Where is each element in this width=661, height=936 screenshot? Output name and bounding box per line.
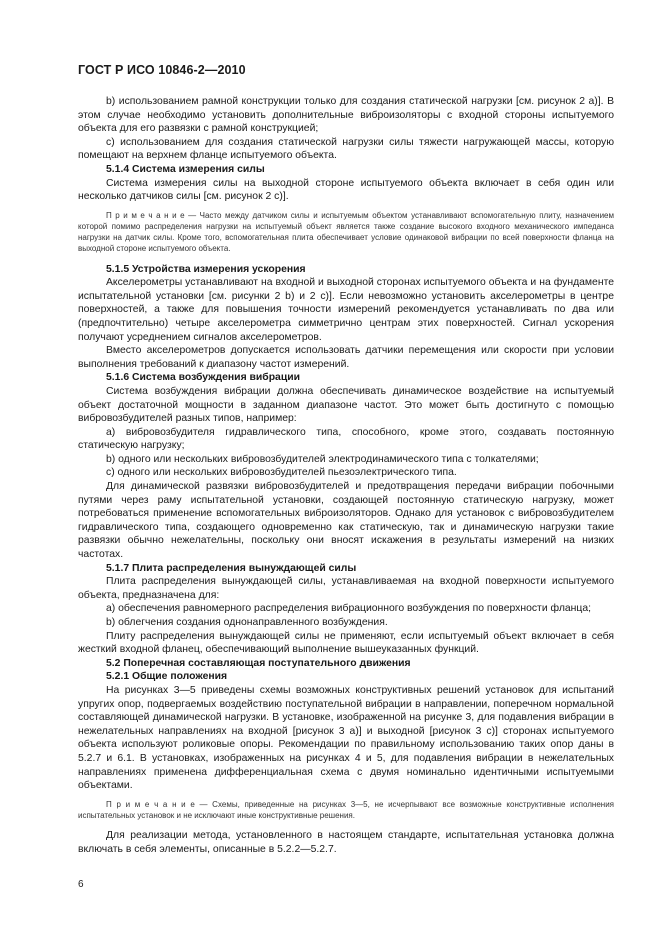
paragraph: а) вибровозбудителя гидравлического типа, способного, кроме этого, создавать постоянную статическую нагрузку; [78, 426, 614, 452]
page-number: 6 [78, 879, 84, 890]
paragraph: b) использованием рамной конструкции только для создания статической нагрузки [см. рисунок 2 а)]. В этом случае необходимо установить дополнительные виброизоляторы с входной стороны испытуемого объекта для его развязки с рамной конструкцией; [78, 96, 614, 135]
paragraph: b) одного или нескольких вибровозбудителей электродинамического типа с толкателями; [106, 453, 539, 465]
paragraph: Система возбуждения вибрации должна обеспечивать динамическое воздействие на испытуемый объект достаточной мощности в заданном диапазоне частот. Это может быть достигнуто с помощью вибровозбудителей разных типов, например: [78, 385, 614, 425]
section-heading: 5.1.5 Устройства измерения ускорения [106, 263, 306, 275]
section-heading: 5.1.7 Плита распределения вынуждающей силы [106, 562, 357, 574]
document-header: ГОСТ Р ИСО 10846-2—2010 [78, 63, 246, 77]
paragraph: На рисунках 3—5 приведены схемы возможных конструктивных решений установок для испытаний упругих опор, подвергаемых воздействию поступательной вибрации в направлении, поперечном нормальной составляющей динамической нагрузки. В установке, изображенной на рисунке 3, для подавления вибрации в нежелательных направлениях на входной [рисунок 3 а)] и выходной [рисунок 3 с)] сторонах испытуемого объекта используют роликовые опоры. Рекомендации по правильному использованию таких опор даны в 5.2.7 и 6.1. В установках, изображенных на рисунках 4 и 5, для подавления вибрации в нежелательных направлениях применена дифференциальная схема с двумя номинально идентичными испытуемыми объектами. [78, 684, 614, 792]
spacer [78, 255, 614, 263]
paragraph: Система измерения силы на выходной стороне испытуемого объекта включает в себя один или несколько датчиков силы [см. рисунок 2 с)]. [78, 177, 614, 203]
paragraph: b) облегчения создания однонаправленного возбуждения. [106, 617, 388, 628]
paragraph: Для динамической развязки вибровозбудителей и предотвращения передачи вибрации побочными путями через раму испытательной установки, создающей постоянную статическую нагрузку, может потребоваться применение вспомогательных виброизоляторов. Однако для установок с вибровозбудителем гидравлического типа, создающего одновременно как статическую, так и динамическую нагрузки такие развязки обычно нежелательны, поскольку они вносят искажения в результаты измерений на низких частотах. [78, 481, 614, 561]
section-heading: 5.1.4 Система измерения силы [106, 163, 265, 175]
paragraph: Акселерометры устанавливают на входной и выходной сторонах испытуемого объекта и на фундаменте испытательной установки [см. рисунки 2 b) и 2 с)]. Если невозможно установить акселерометры в центре поверхностей, а также для повышения точности измерений рекомендуется устанавливать по два или (предпочтительно) четыре акселерометра симметрично центрам этих поверхностей. Сигнал ускорения получают усреднением сигналов акселерометров. [78, 277, 614, 343]
document-body [78, 95, 614, 856]
paragraph: Для реализации метода, установленного в настоящем стандарте, испытательная установка должна включать в себя элементы, описанные в 5.2.2—5.2.7. [78, 830, 614, 855]
paragraph: Вместо акселерометров допускается использовать датчики перемещения или скорости при условии выполнения требований к диапазону частот измерений. [78, 345, 614, 370]
paragraph: Плиту распределения вынуждающей силы не применяют, если испытуемый объект включает в себя жесткий входной фланец, обеспечивающий выполнение вышеуказанных функций. [78, 630, 614, 656]
paragraph: c) использованием для создания статической нагрузки силы тяжести нагружающей массы, которую помещают на верхнем фланце испытуемого объекта. [78, 136, 614, 162]
section-heading: 5.2.1 Общие положения [106, 671, 228, 683]
note-paragraph: П р и м е ч а н и е — Схемы, приведенные на рисунках 3—5, не исчерпывают все возможные конструктивные исполнения испытательных установок и не исключают иные конструктивные решения. [78, 799, 614, 820]
section-heading: 5.1.6 Система возбуждения вибрации [106, 372, 301, 384]
section-heading: 5.2 Поперечная составляющая поступательного движения [106, 657, 411, 669]
note-paragraph: П р и м е ч а н и е — Часто между датчиком силы и испытуемым объектом устанавливают вспомогательную плиту, назначением которой помимо распределения нагрузки на испытуемый объект является также создание высокого входного механического импеданса нагрузки на датчик силы. Кроме того, вспомогательная плита обеспечивает условие одинаковой вибрации по всей поверхности фланца на выходной стороне испытуемого объекта. [78, 210, 614, 254]
paragraph: Плита распределения вынуждающей силы, устанавливаемая на входной поверхности испытуемого объекта, предназначена для: [78, 576, 614, 601]
paragraph: а) обеспечения равномерного распределения вибрационного возбуждения по поверхности фланца; [106, 603, 592, 615]
paragraph: c) одного или нескольких вибровозбудителей пьезоэлектрического типа. [106, 467, 457, 479]
spacer [78, 821, 614, 829]
